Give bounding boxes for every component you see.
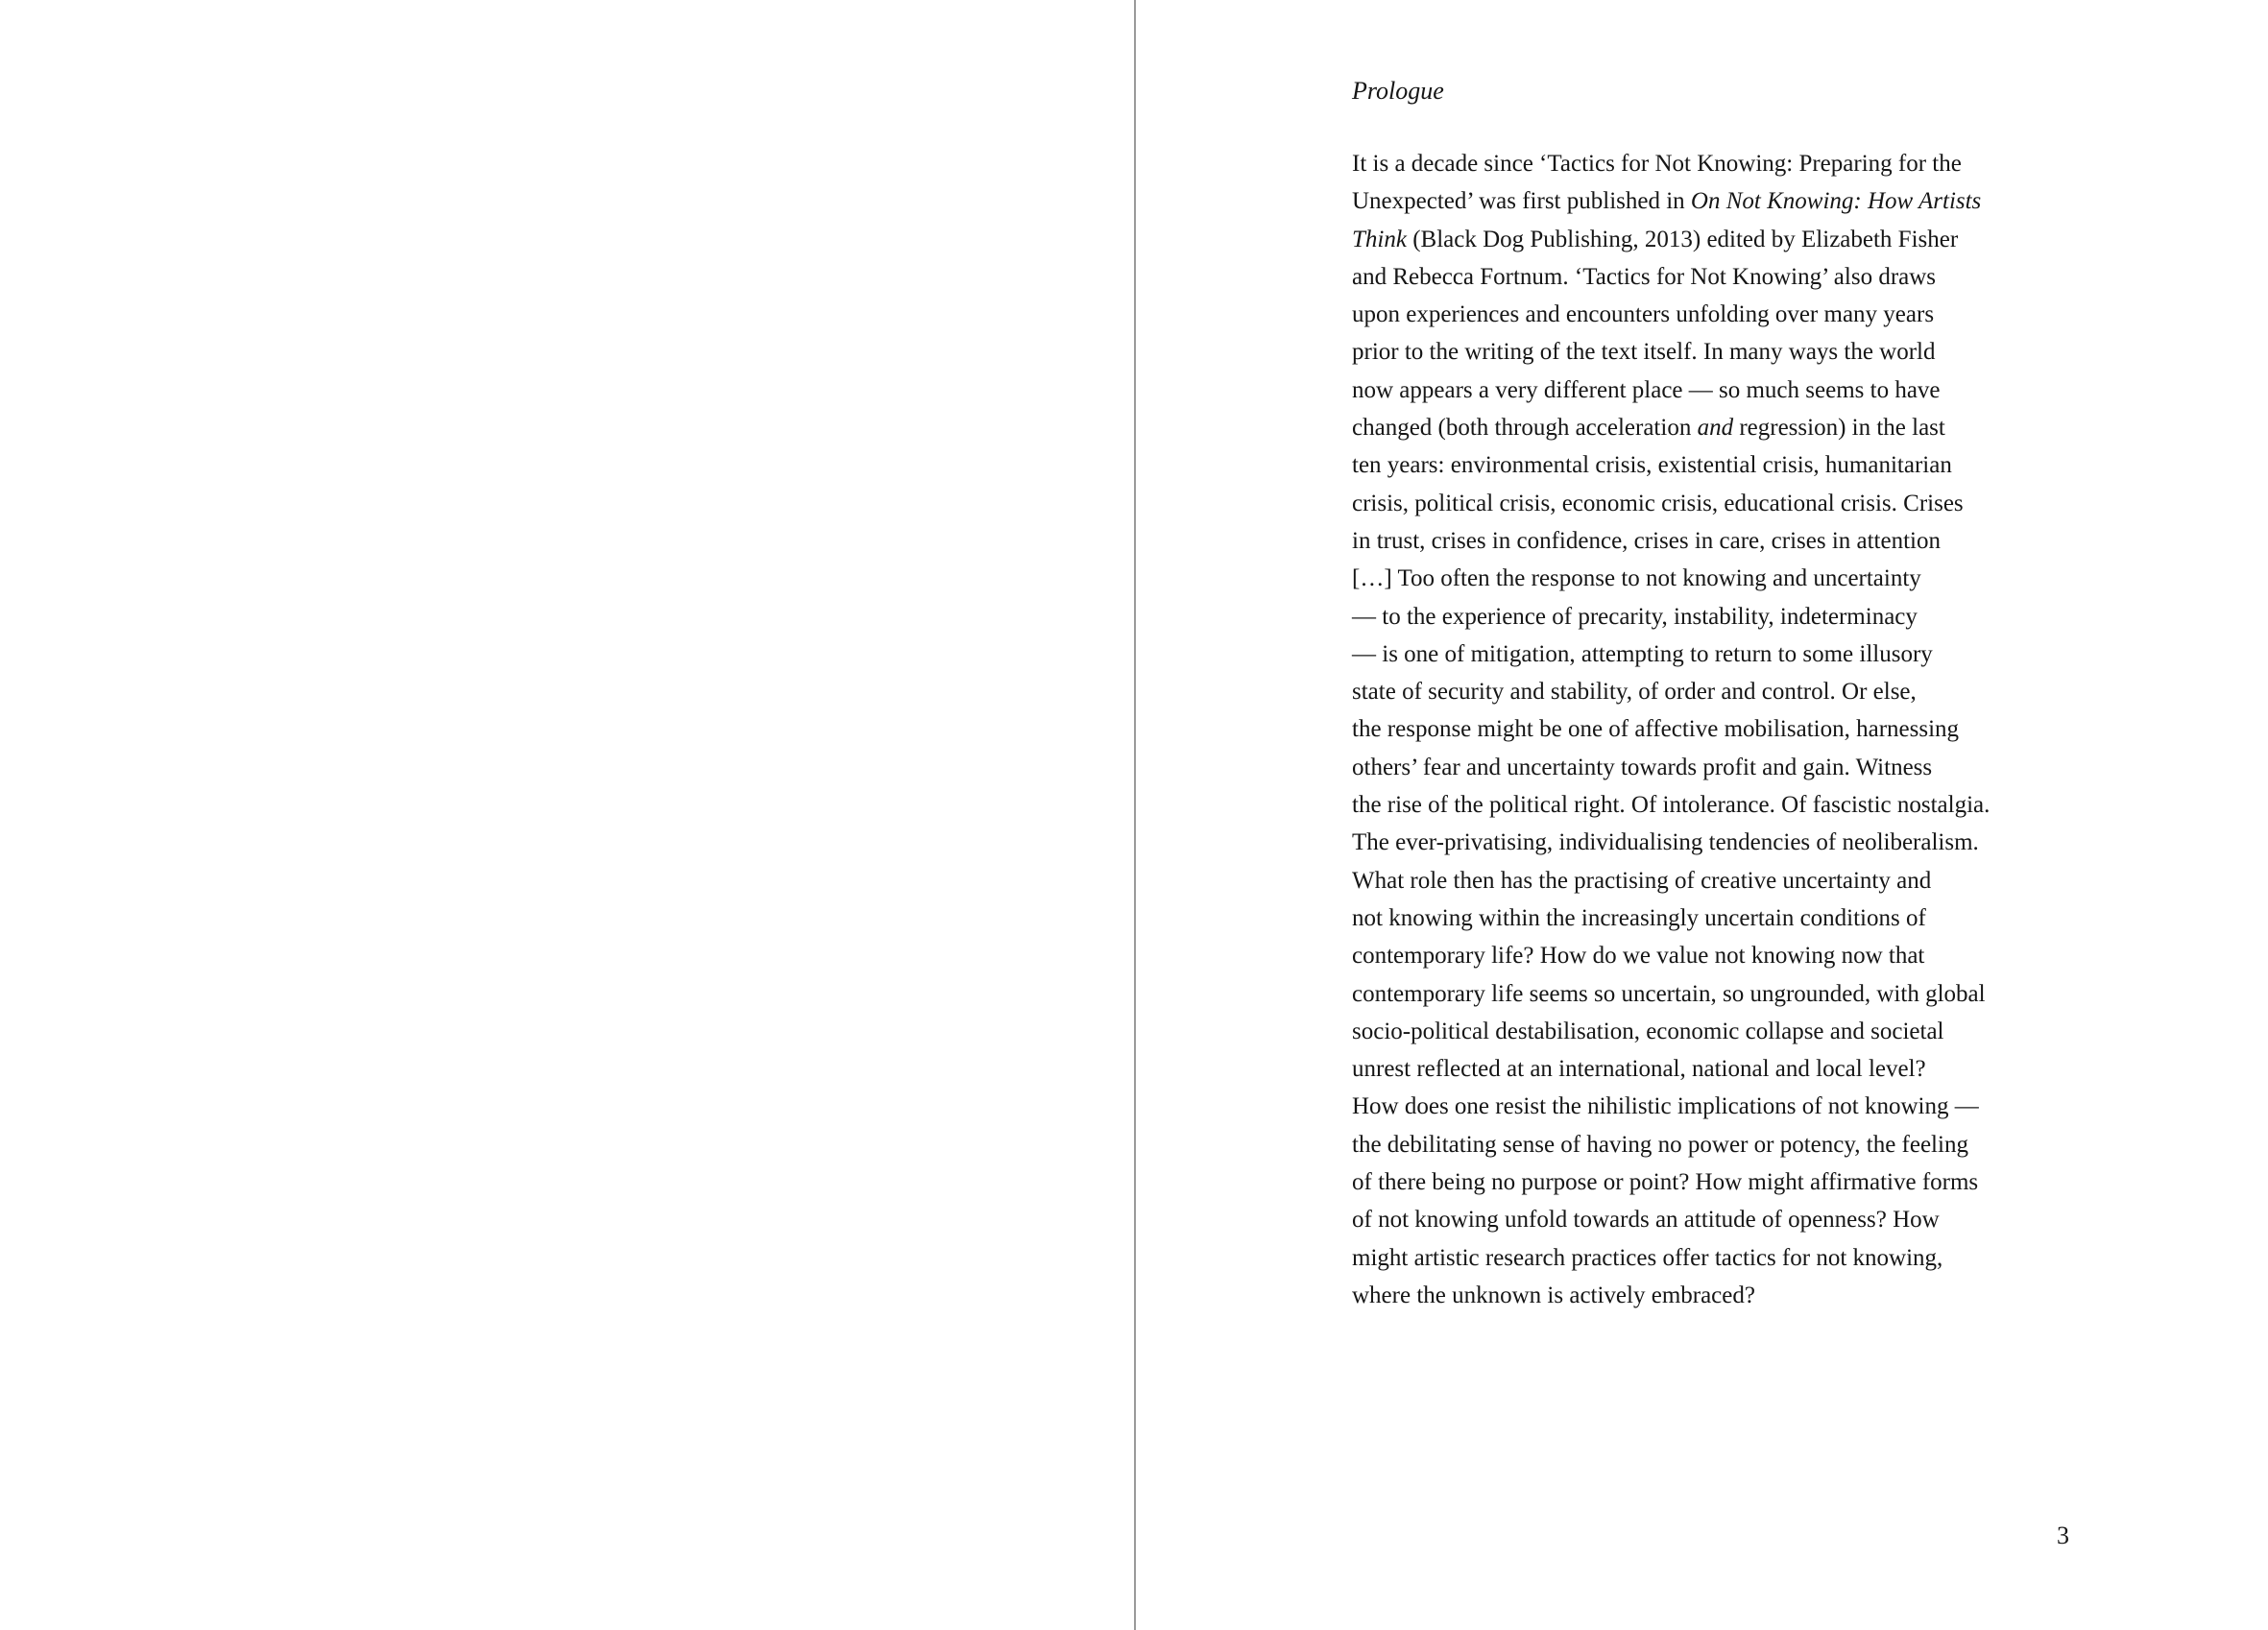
text-line: changed (both through acceleration and regression) in the last	[1352, 415, 1945, 442]
text-line: the debilitating sense of having no power or potency, the feeling	[1352, 1131, 1968, 1158]
text-line: — is one of mitigation, attempting to return to some illusory	[1352, 640, 1933, 667]
text-line: of not knowing unfold towards an attitude of openness? How	[1352, 1207, 1940, 1234]
text-line: — to the experience of precarity, instability, indeterminacy	[1352, 603, 1918, 630]
text-line: contemporary life seems so uncertain, so ungrounded, with global	[1352, 980, 1986, 1007]
text-line: might artistic research practices offer tactics for not knowing,	[1352, 1244, 1943, 1271]
text-line: not knowing within the increasingly uncertain conditions of	[1352, 904, 1926, 931]
text-line: the rise of the political right. Of intolerance. Of fascistic nostalgia.	[1352, 792, 1991, 819]
text-line: socio-political destabilisation, economic collapse and societal	[1352, 1018, 1944, 1044]
text-line: in trust, crises in confidence, crises in care, crises in attention	[1352, 527, 1941, 554]
text-line: […] Too often the response to not knowing and uncertainty	[1352, 565, 1921, 592]
text-line: Think (Black Dog Publishing, 2013) edited by Elizabeth Fisher	[1352, 226, 1959, 252]
right-page	[1136, 0, 2268, 1630]
text-line: crisis, political crisis, economic crisis, educational crisis. Crises	[1352, 490, 1964, 516]
text-line: contemporary life? How do we value not knowing now that	[1352, 943, 1925, 970]
text-line: now appears a very different place — so much seems to have	[1352, 376, 1941, 403]
text-line: ten years: environmental crisis, existential crisis, humanitarian	[1352, 452, 1952, 479]
body-text	[1352, 145, 2096, 1314]
text-line: the response might be one of affective mobilisation, harnessing	[1352, 716, 1960, 743]
text-line: and Rebecca Fortnum. ‘Tactics for Not Knowing’ also draws	[1352, 263, 1937, 290]
text-line: others’ fear and uncertainty towards profit and gain. Witness	[1352, 754, 1933, 780]
text-line: prior to the writing of the text itself. In many ways the world	[1352, 339, 1936, 366]
text-line: It is a decade since ‘Tactics for Not Knowing: Preparing for the	[1352, 151, 1962, 177]
text-line: The ever-privatising, individualising tendencies of neoliberalism.	[1352, 829, 1979, 856]
text-line: where the unknown is actively embraced?	[1352, 1282, 1755, 1308]
text-line: upon experiences and encounters unfolding over many years	[1352, 301, 1935, 328]
prologue-heading: Prologue	[1352, 77, 1444, 105]
text-line: unrest reflected at an international, national and local level?	[1352, 1056, 1926, 1083]
text-line: of there being no purpose or point? How might affirmative forms	[1352, 1169, 1979, 1196]
text-line: Unexpected’ was first published in On Not Knowing: How Artists	[1352, 188, 1982, 215]
text-line: How does one resist the nihilistic implications of not knowing —	[1352, 1093, 1979, 1120]
text-line: What role then has the practising of creative uncertainty and	[1352, 867, 1932, 894]
page-number: 3	[2057, 1522, 2069, 1549]
text-line: state of security and stability, of order and control. Or else,	[1352, 679, 1917, 706]
